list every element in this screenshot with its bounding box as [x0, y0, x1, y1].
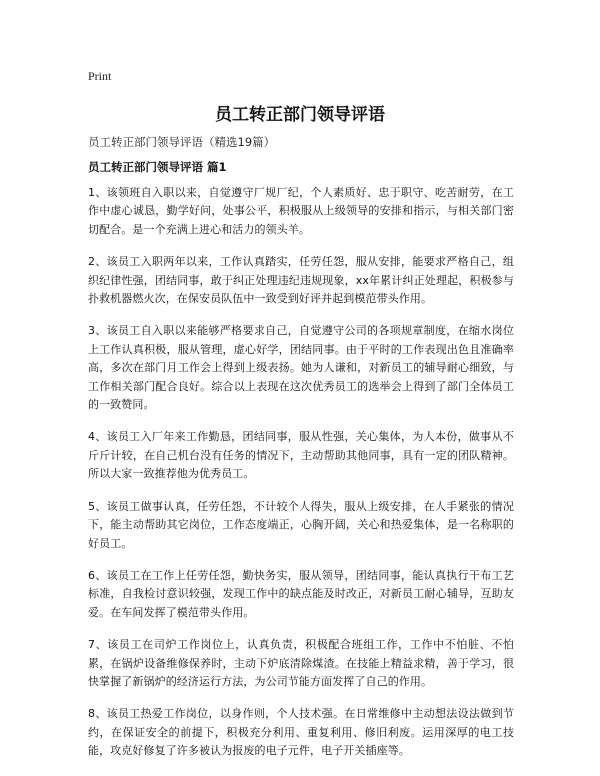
- page-title: 员工转正部门领导评语: [215, 105, 385, 125]
- section-heading: 员工转正部门领导评语 篇1: [88, 160, 227, 174]
- paragraph-5: 5、该员工做事认真，任劳任怨，不计较个人得失，服从上级安排，在人手紧张的情况下，能主动帮助其它岗位，工作态度端正，心胸开阔，关心和热爱集体，是一名称职的好员工。: [88, 499, 514, 550]
- paragraph-6: 6、该员工在工作上任劳任怨，勤快务实，服从领导，团结同事，能认真执行干布工艺标准，自我检讨意识较强，发现工作中的缺点能及时改正，对新员工耐心辅导，互助友爱。在车间发挥了模范带头作用。: [88, 568, 514, 619]
- paragraph-4: 4、该员工入厂年来工作勤恳，团结同事，服从性强，关心集体，为人本份，做事从不斤斤计较，在自己机台没有任务的情况下，主动帮助其他同事，具有一定的团队精神。所以大家一致推荐他为优秀员工。: [88, 430, 514, 481]
- paragraph-1: 1、该领班自入职以来，自觉遵守厂规厂纪，个人素质好、忠于职守、吃苦耐劳，在工作中虚心诚恳，勤学好问，处事公平，积极服从上级领导的安排和指示，与相关部门密切配合。是一个充满上进心和活力的领头羊。: [88, 186, 514, 236]
- paragraph-2: 2、该员工入职两年以来，工作认真踏实，任劳任怨，服从安排，能要求严格自己，组织纪律性强，团结同事，敢于纠正处理违纪违规现象，xx年累计纠正处理起，积极参与扑救机器燃火次，在保安员队伍中一致受到好评并起到模范带头作用。: [88, 255, 514, 306]
- paragraph-8: 8、该员工热爱工作岗位，以身作则，个人技术强。在日常维修中主动想法设法做到节约，在保证安全的前提下，积极充分利用、重复利用、修旧利废。运用深厚的电工技能，攻克好修复了许多被认为报废的电子元件，电子开关插座等。: [88, 707, 514, 758]
- paragraph-7: 7、该员工在司炉工作岗位上，认真负责，积极配合班组工作，工作中不怕脏、不怕累，在锅炉设备维修保养时，主动下炉底清除煤渣。在技能上精益求精，善于学习，很快掌握了新锅炉的经济运行方法，为公司节能方面发挥了自己的作用。: [88, 638, 514, 688]
- document-body: [88, 184, 514, 775]
- paragraph-3: 3、该员工自入职以来能够严格要求自己，自觉遵守公司的各项规章制度，在缩水岗位上工作认真积极，服从管理，虚心好学，团结同事。由于平时的工作表现出色且准确率高，多次在部门月工作会上得到上级表扬。她为人谦和，对新员工的辅导耐心细致，与工作相关部门配合良好。综合以上表现在这次优秀员工的选举会上得到了部门全体员工的一致赞同。: [88, 324, 514, 412]
- document-subtitle: 员工转正部门领导评语（精选19篇）: [88, 135, 276, 149]
- print-label[interactable]: Print: [88, 69, 112, 83]
